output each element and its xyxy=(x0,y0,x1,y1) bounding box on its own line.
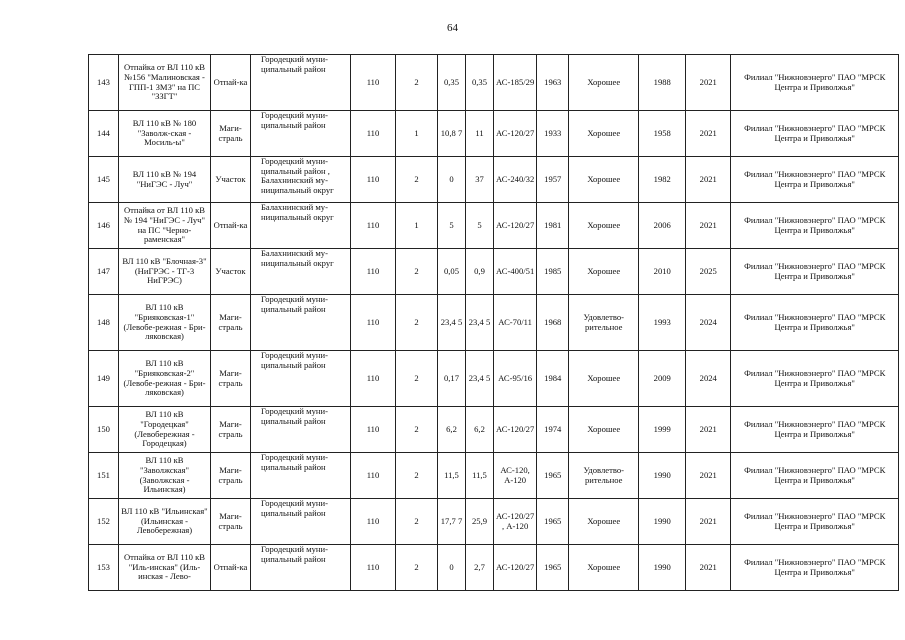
commission-year-cell: 1968 xyxy=(537,295,569,351)
owner-cell: Филиал "Нижновэнерго" ПАО "МРСК Центра и Приволжья" xyxy=(731,111,899,157)
owner-cell: Филиал "Нижновэнерго" ПАО "МРСК Центра и Приволжья" xyxy=(731,453,899,499)
line-type-cell: Маги-страль xyxy=(211,453,251,499)
total-length-cell: 23,4 5 xyxy=(466,351,494,407)
district-cell: Балахнинский му-ниципальный округ xyxy=(251,203,351,249)
repair-year-cell: 1993 xyxy=(639,295,686,351)
line-name-cell: ВЛ 110 кВ "Городецкая" (Левобережная - Городецкая) xyxy=(119,407,211,453)
commission-year-cell: 1965 xyxy=(537,453,569,499)
line-name-cell: ВЛ 110 кВ № 180 "Заволж-ская - Мосиль-ы" xyxy=(119,111,211,157)
voltage-cell: 110 xyxy=(351,453,396,499)
length-cell: 0,05 xyxy=(438,249,466,295)
district-cell: Городецкий муни-ципальный район xyxy=(251,55,351,111)
commission-year-cell: 1965 xyxy=(537,545,569,591)
district-cell: Городецкий муни-ципальный район xyxy=(251,545,351,591)
line-name-cell: ВЛ 110 кВ № 194 "НиГЭС - Луч" xyxy=(119,157,211,203)
repair-year-cell: 1988 xyxy=(639,55,686,111)
table-row xyxy=(89,203,899,249)
wire-brand-cell: АС-120/27 xyxy=(494,203,537,249)
row-number-cell: 144 xyxy=(89,111,119,157)
table-row xyxy=(89,157,899,203)
condition-cell: Удовлетво-рительное xyxy=(569,295,639,351)
row-number-cell: 146 xyxy=(89,203,119,249)
table-row xyxy=(89,545,899,591)
total-length-cell: 5 xyxy=(466,203,494,249)
repair-year-cell: 1990 xyxy=(639,545,686,591)
owner-cell: Филиал "Нижновэнерго" ПАО "МРСК Центра и Приволжья" xyxy=(731,351,899,407)
wire-brand-cell: АС-240/32 xyxy=(494,157,537,203)
line-name-cell: Отпайка от ВЛ 110 кВ "Иль-инская" (Иль-инская - Лево- xyxy=(119,545,211,591)
condition-cell: Хорошее xyxy=(569,407,639,453)
commission-year-cell: 1963 xyxy=(537,55,569,111)
next-repair-year-cell: 2021 xyxy=(686,453,731,499)
district-cell: Городецкий муни-ципальный район xyxy=(251,295,351,351)
repair-year-cell: 2009 xyxy=(639,351,686,407)
next-repair-year-cell: 2021 xyxy=(686,545,731,591)
commission-year-cell: 1965 xyxy=(537,499,569,545)
line-type-cell: Маги-страль xyxy=(211,351,251,407)
district-cell: Балахнинский му-ниципальный округ xyxy=(251,249,351,295)
row-number-cell: 148 xyxy=(89,295,119,351)
table-row xyxy=(89,453,899,499)
next-repair-year-cell: 2021 xyxy=(686,55,731,111)
district-cell: Городецкий муни-ципальный район xyxy=(251,499,351,545)
commission-year-cell: 1957 xyxy=(537,157,569,203)
voltage-cell: 110 xyxy=(351,111,396,157)
row-number-cell: 149 xyxy=(89,351,119,407)
line-name-cell: Отпайка от ВЛ 110 кВ №156 "Малиновская - ГПП-1 ЗМЗ" на ПС "ЗЗГТ" xyxy=(119,55,211,111)
row-number-cell: 153 xyxy=(89,545,119,591)
table-row xyxy=(89,407,899,453)
table-row xyxy=(89,111,899,157)
repair-year-cell: 2006 xyxy=(639,203,686,249)
voltage-cell: 110 xyxy=(351,295,396,351)
next-repair-year-cell: 2025 xyxy=(686,249,731,295)
circuits-cell: 2 xyxy=(396,249,438,295)
repair-year-cell: 2010 xyxy=(639,249,686,295)
table-row xyxy=(89,249,899,295)
next-repair-year-cell: 2021 xyxy=(686,499,731,545)
line-type-cell: Участок xyxy=(211,249,251,295)
voltage-cell: 110 xyxy=(351,499,396,545)
circuits-cell: 2 xyxy=(396,407,438,453)
owner-cell: Филиал "Нижновэнерго" ПАО "МРСК Центра и Приволжья" xyxy=(731,55,899,111)
condition-cell: Удовлетво-рительное xyxy=(569,453,639,499)
length-cell: 10,8 7 xyxy=(438,111,466,157)
circuits-cell: 2 xyxy=(396,453,438,499)
owner-cell: Филиал "Нижновэнерго" ПАО "МРСК Центра и Приволжья" xyxy=(731,545,899,591)
district-cell: Городецкий муни-ципальный район , Балахнинский му-ниципальный округ xyxy=(251,157,351,203)
voltage-cell: 110 xyxy=(351,157,396,203)
row-number-cell: 151 xyxy=(89,453,119,499)
wire-brand-cell: АС-95/16 xyxy=(494,351,537,407)
next-repair-year-cell: 2024 xyxy=(686,295,731,351)
circuits-cell: 2 xyxy=(396,295,438,351)
circuits-cell: 2 xyxy=(396,351,438,407)
condition-cell: Хорошее xyxy=(569,249,639,295)
condition-cell: Хорошее xyxy=(569,351,639,407)
line-type-cell: Участок xyxy=(211,157,251,203)
line-type-cell: Маги-страль xyxy=(211,111,251,157)
circuits-cell: 1 xyxy=(396,111,438,157)
total-length-cell: 0,9 xyxy=(466,249,494,295)
table-row xyxy=(89,295,899,351)
next-repair-year-cell: 2021 xyxy=(686,407,731,453)
next-repair-year-cell: 2021 xyxy=(686,111,731,157)
line-type-cell: Маги-страль xyxy=(211,499,251,545)
wire-brand-cell: АС-120/27 xyxy=(494,545,537,591)
wire-brand-cell: АС-120/27 , А-120 xyxy=(494,499,537,545)
line-type-cell: Отпай-ка xyxy=(211,545,251,591)
repair-year-cell: 1982 xyxy=(639,157,686,203)
district-cell: Городецкий муни-ципальный район xyxy=(251,111,351,157)
length-cell: 17,7 7 xyxy=(438,499,466,545)
owner-cell: Филиал "Нижновэнерго" ПАО "МРСК Центра и Приволжья" xyxy=(731,295,899,351)
table-row xyxy=(89,351,899,407)
owner-cell: Филиал "Нижновэнерго" ПАО "МРСК Центра и Приволжья" xyxy=(731,249,899,295)
line-type-cell: Отпай-ка xyxy=(211,203,251,249)
voltage-cell: 110 xyxy=(351,249,396,295)
repair-year-cell: 1990 xyxy=(639,453,686,499)
line-name-cell: ВЛ 110 кВ "Заволжская" (Заволжская - Ильинская) xyxy=(119,453,211,499)
voltage-cell: 110 xyxy=(351,407,396,453)
condition-cell: Хорошее xyxy=(569,545,639,591)
district-cell: Городецкий муни-ципальный район xyxy=(251,407,351,453)
voltage-cell: 110 xyxy=(351,55,396,111)
commission-year-cell: 1933 xyxy=(537,111,569,157)
commission-year-cell: 1974 xyxy=(537,407,569,453)
commission-year-cell: 1984 xyxy=(537,351,569,407)
line-name-cell: ВЛ 110 кВ "Ильинская" (Ильинская - Левобережная) xyxy=(119,499,211,545)
voltage-cell: 110 xyxy=(351,203,396,249)
district-cell: Городецкий муни-ципальный район xyxy=(251,453,351,499)
circuits-cell: 2 xyxy=(396,499,438,545)
circuits-cell: 2 xyxy=(396,55,438,111)
row-number-cell: 150 xyxy=(89,407,119,453)
line-name-cell: ВЛ 110 кВ "Блочная-3" (НиГРЭС - ТГ-3 НиГРЭС) xyxy=(119,249,211,295)
wire-brand-cell: АС-185/29 xyxy=(494,55,537,111)
owner-cell: Филиал "Нижновэнерго" ПАО "МРСК Центра и Приволжья" xyxy=(731,157,899,203)
table-row xyxy=(89,55,899,111)
circuits-cell: 2 xyxy=(396,157,438,203)
line-name-cell: Отпайка от ВЛ 110 кВ № 194 "НиГЭС - Луч" на ПС "Черно-раменская" xyxy=(119,203,211,249)
repair-year-cell: 1990 xyxy=(639,499,686,545)
voltage-cell: 110 xyxy=(351,545,396,591)
next-repair-year-cell: 2021 xyxy=(686,203,731,249)
power-lines-table xyxy=(88,54,899,591)
condition-cell: Хорошее xyxy=(569,111,639,157)
length-cell: 6,2 xyxy=(438,407,466,453)
length-cell: 5 xyxy=(438,203,466,249)
total-length-cell: 0,35 xyxy=(466,55,494,111)
row-number-cell: 147 xyxy=(89,249,119,295)
row-number-cell: 145 xyxy=(89,157,119,203)
line-name-cell: ВЛ 110 кВ "Брияковская-2" (Левобе-режная - Бри-ляковская) xyxy=(119,351,211,407)
line-type-cell: Маги-страль xyxy=(211,407,251,453)
line-type-cell: Отпай-ка xyxy=(211,55,251,111)
repair-year-cell: 1999 xyxy=(639,407,686,453)
table-row xyxy=(89,499,899,545)
owner-cell: Филиал "Нижновэнерго" ПАО "МРСК Центра и Приволжья" xyxy=(731,407,899,453)
total-length-cell: 25,9 xyxy=(466,499,494,545)
row-number-cell: 152 xyxy=(89,499,119,545)
length-cell: 0 xyxy=(438,157,466,203)
commission-year-cell: 1981 xyxy=(537,203,569,249)
row-number-cell: 143 xyxy=(89,55,119,111)
owner-cell: Филиал "Нижновэнерго" ПАО "МРСК Центра и Приволжья" xyxy=(731,499,899,545)
page-number: 64 xyxy=(447,22,458,34)
length-cell: 0,35 xyxy=(438,55,466,111)
next-repair-year-cell: 2024 xyxy=(686,351,731,407)
owner-cell: Филиал "Нижновэнерго" ПАО "МРСК Центра и Приволжья" xyxy=(731,203,899,249)
line-name-cell: ВЛ 110 кВ "Брияковская-1" (Левобе-режная - Бри-ляковская) xyxy=(119,295,211,351)
condition-cell: Хорошее xyxy=(569,157,639,203)
length-cell: 0,17 xyxy=(438,351,466,407)
voltage-cell: 110 xyxy=(351,351,396,407)
length-cell: 11,5 xyxy=(438,453,466,499)
condition-cell: Хорошее xyxy=(569,55,639,111)
condition-cell: Хорошее xyxy=(569,203,639,249)
wire-brand-cell: АС-120, А-120 xyxy=(494,453,537,499)
condition-cell: Хорошее xyxy=(569,499,639,545)
next-repair-year-cell: 2021 xyxy=(686,157,731,203)
total-length-cell: 23,4 5 xyxy=(466,295,494,351)
length-cell: 23,4 5 xyxy=(438,295,466,351)
circuits-cell: 2 xyxy=(396,545,438,591)
wire-brand-cell: АС-120/27 xyxy=(494,111,537,157)
total-length-cell: 37 xyxy=(466,157,494,203)
wire-brand-cell: АС-70/11 xyxy=(494,295,537,351)
repair-year-cell: 1958 xyxy=(639,111,686,157)
wire-brand-cell: АС-120/27 xyxy=(494,407,537,453)
total-length-cell: 11 xyxy=(466,111,494,157)
total-length-cell: 6,2 xyxy=(466,407,494,453)
district-cell: Городецкий муни-ципальный район xyxy=(251,351,351,407)
length-cell: 0 xyxy=(438,545,466,591)
total-length-cell: 2,7 xyxy=(466,545,494,591)
wire-brand-cell: АС-400/51 xyxy=(494,249,537,295)
line-type-cell: Маги-страль xyxy=(211,295,251,351)
circuits-cell: 1 xyxy=(396,203,438,249)
total-length-cell: 11,5 xyxy=(466,453,494,499)
commission-year-cell: 1985 xyxy=(537,249,569,295)
